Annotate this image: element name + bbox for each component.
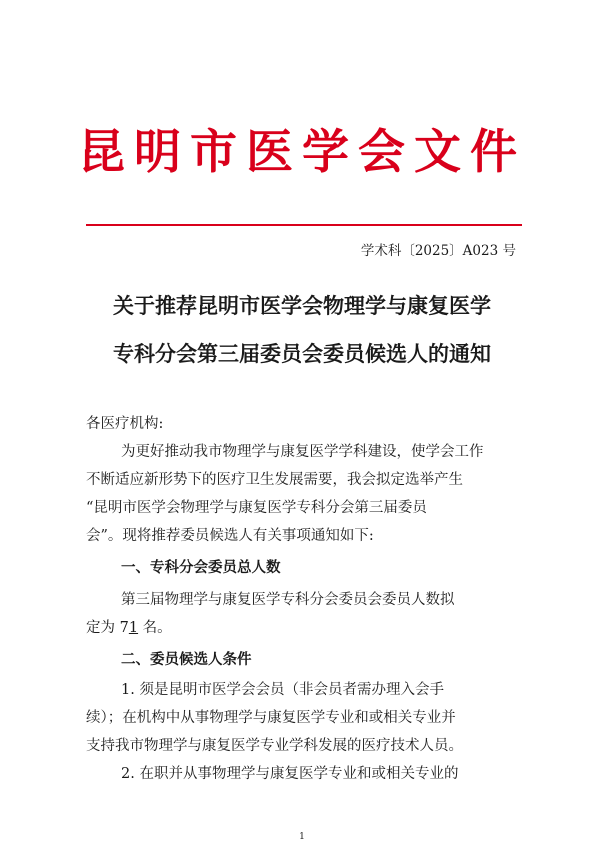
intro-line: 不断适应新形势下的医疗卫生发展需要，我会拟定选举产生: [86, 472, 463, 488]
section-heading-candidate-conditions: 二、委员候选人条件: [121, 652, 252, 668]
intro-line: 会”。现将推荐委员候选人有关事项通知如下:: [86, 528, 374, 544]
notice-title-line-2: 专科分会第三届委员会委员候选人的通知: [113, 342, 491, 366]
document-header-title: 昆明市医学会文件: [78, 125, 526, 180]
intro-line: 为更好推动我市物理学与康复医学学科建设，使学会工作: [121, 444, 484, 460]
section1-line: [86, 617, 172, 639]
notice-title-line-1: 关于推荐昆明市医学会物理学与康复医学: [113, 294, 491, 318]
condition-item-1-line: 支持我市物理学与康复医学专业学科发展的医疗技术人员。: [86, 738, 463, 754]
salutation: 各医疗机构:: [86, 416, 164, 432]
member-count-prefix: 定为 7: [86, 620, 129, 636]
document-number: 学术科〔2025〕A023 号: [360, 243, 516, 259]
section1-line: 第三届物理学与康复医学专科分会委员会委员人数拟: [121, 592, 455, 608]
condition-item-1-line: 1. 须是昆明市医学会会员（非会员者需办理入会手: [121, 682, 444, 698]
condition-item-1-line: 续）；在机构中从事物理学与康复医学专业和或相关专业并: [86, 710, 456, 726]
member-count-suffix: 名。: [138, 620, 172, 636]
intro-line: “昆明市医学会物理学与康复医学专科分会第三届委员: [86, 500, 427, 516]
page-number: 1: [299, 832, 305, 842]
member-count-underlined-digit: 1: [128, 620, 139, 636]
condition-item-2-line: 2. 在职并从事物理学与康复医学专业和或相关专业的: [121, 766, 459, 782]
section-heading-total-members: 一、专科分会委员总人数: [121, 560, 281, 576]
header-divider: [86, 224, 522, 226]
